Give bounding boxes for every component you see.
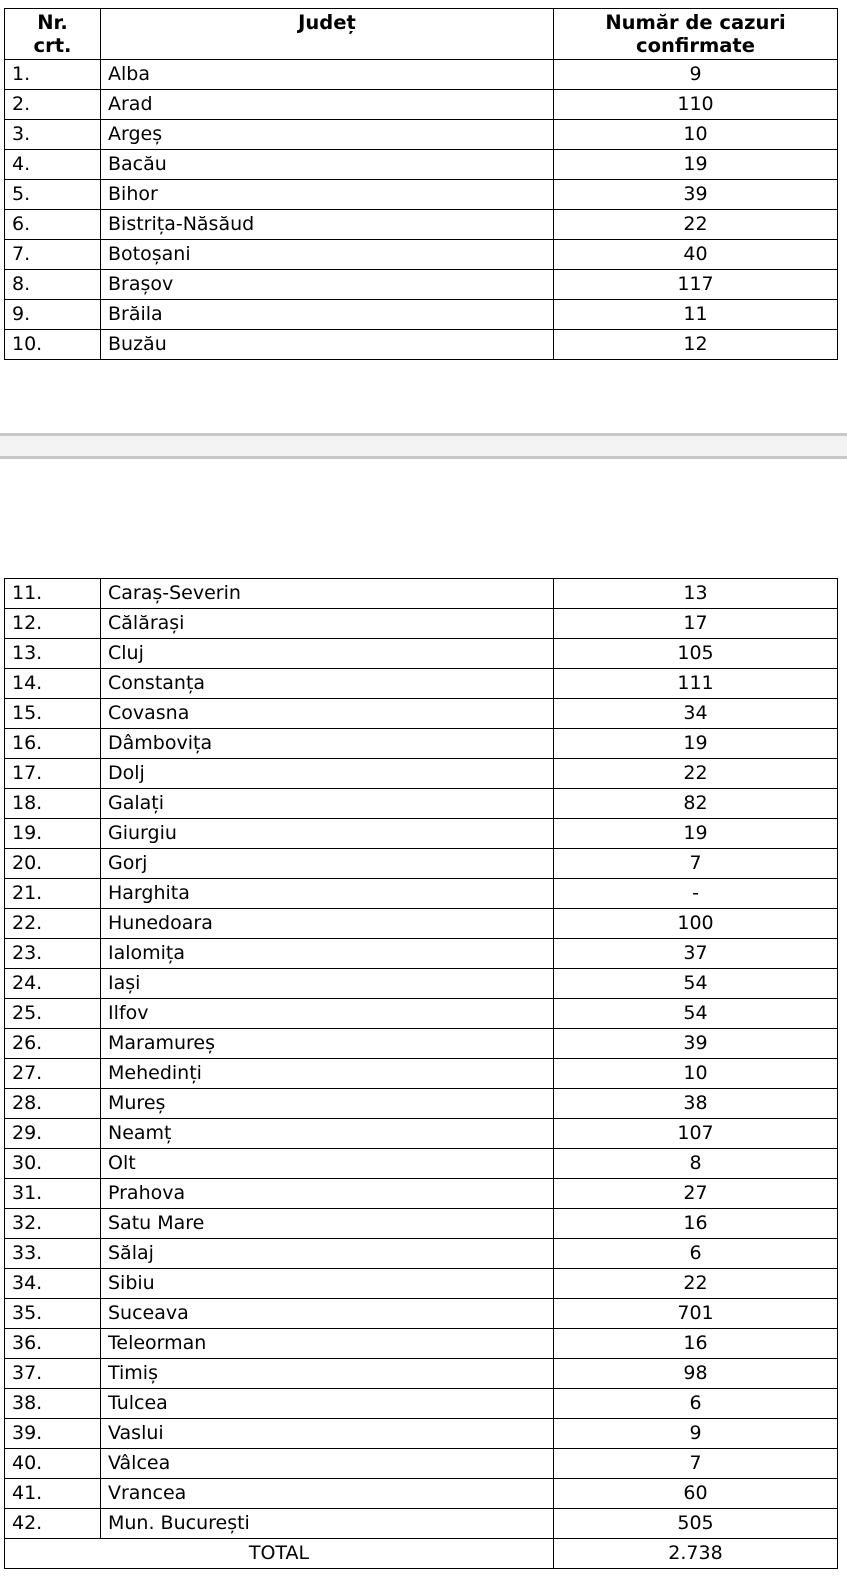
county-name: Dâmbovița — [101, 729, 554, 759]
county-name: Prahova — [101, 1179, 554, 1209]
table-row — [5, 969, 838, 999]
row-number: 30. — [5, 1149, 101, 1179]
table-row — [5, 789, 838, 819]
county-name: Suceava — [101, 1299, 554, 1329]
confirmed-cases: 10 — [554, 1059, 838, 1089]
row-number: 37. — [5, 1359, 101, 1389]
table-row — [5, 1329, 838, 1359]
confirmed-cases: 19 — [554, 150, 838, 180]
confirmed-cases: 16 — [554, 1209, 838, 1239]
row-number: 2. — [5, 90, 101, 120]
row-number: 16. — [5, 729, 101, 759]
confirmed-cases: 54 — [554, 999, 838, 1029]
header-nr-line1: Nr. — [37, 11, 68, 34]
row-number: 38. — [5, 1389, 101, 1419]
table-row — [5, 1509, 838, 1539]
county-name: Vaslui — [101, 1419, 554, 1449]
county-name: Brăila — [101, 300, 554, 330]
table-body-bottom — [5, 579, 838, 1539]
county-name: Harghita — [101, 879, 554, 909]
confirmed-cases: 100 — [554, 909, 838, 939]
row-number: 28. — [5, 1089, 101, 1119]
table-row — [5, 1269, 838, 1299]
county-name: Bistrița-Năsăud — [101, 210, 554, 240]
table-row — [5, 909, 838, 939]
county-name: Iași — [101, 969, 554, 999]
table-row — [5, 879, 838, 909]
total-row — [5, 1539, 838, 1569]
row-number: 31. — [5, 1179, 101, 1209]
county-name: Argeș — [101, 120, 554, 150]
confirmed-cases: 38 — [554, 1089, 838, 1119]
table-row — [5, 639, 838, 669]
confirmed-cases: 7 — [554, 849, 838, 879]
header-cazuri-line1: Număr de cazuri — [605, 11, 786, 34]
confirmed-cases: 39 — [554, 1029, 838, 1059]
county-name: Neamț — [101, 1119, 554, 1149]
row-number: 14. — [5, 669, 101, 699]
county-name: Hunedoara — [101, 909, 554, 939]
table-header-row — [5, 9, 838, 60]
row-number: 26. — [5, 1029, 101, 1059]
row-number: 33. — [5, 1239, 101, 1269]
confirmed-cases: 22 — [554, 210, 838, 240]
confirmed-cases: 82 — [554, 789, 838, 819]
table-row — [5, 579, 838, 609]
row-number: 10. — [5, 330, 101, 360]
confirmed-cases: 9 — [554, 60, 838, 90]
table-row — [5, 699, 838, 729]
table-row — [5, 1299, 838, 1329]
county-name: Mun. București — [101, 1509, 554, 1539]
table-row — [5, 210, 838, 240]
total-value: 2.738 — [554, 1539, 838, 1569]
confirmed-cases: 54 — [554, 969, 838, 999]
row-number: 29. — [5, 1119, 101, 1149]
table-row — [5, 999, 838, 1029]
confirmed-cases: - — [554, 879, 838, 909]
confirmed-cases: 19 — [554, 729, 838, 759]
table-row — [5, 669, 838, 699]
county-name: Mureș — [101, 1089, 554, 1119]
table-row — [5, 759, 838, 789]
header-cazuri — [554, 9, 838, 60]
confirmed-cases: 10 — [554, 120, 838, 150]
header-nr-crt — [5, 9, 101, 60]
table-row — [5, 1059, 838, 1089]
row-number: 12. — [5, 609, 101, 639]
page-break-divider — [0, 433, 847, 459]
county-name: Caraș-Severin — [101, 579, 554, 609]
confirmed-cases: 40 — [554, 240, 838, 270]
total-label: TOTAL — [5, 1539, 554, 1569]
row-number: 25. — [5, 999, 101, 1029]
county-name: Ilfov — [101, 999, 554, 1029]
row-number: 4. — [5, 150, 101, 180]
confirmed-cases: 6 — [554, 1239, 838, 1269]
county-name: Sibiu — [101, 1269, 554, 1299]
row-number: 32. — [5, 1209, 101, 1239]
county-name: Vâlcea — [101, 1449, 554, 1479]
table-row — [5, 1179, 838, 1209]
table-row — [5, 849, 838, 879]
row-number: 41. — [5, 1479, 101, 1509]
row-number: 6. — [5, 210, 101, 240]
row-number: 7. — [5, 240, 101, 270]
county-name: Cluj — [101, 639, 554, 669]
row-number: 21. — [5, 879, 101, 909]
table-row — [5, 1119, 838, 1149]
county-name: Botoșani — [101, 240, 554, 270]
table-row — [5, 1149, 838, 1179]
table-row — [5, 1389, 838, 1419]
confirmed-cases: 13 — [554, 579, 838, 609]
table-row — [5, 180, 838, 210]
county-name: Gorj — [101, 849, 554, 879]
header-cazuri-line2: confirmate — [636, 34, 755, 57]
county-name: Vrancea — [101, 1479, 554, 1509]
confirmed-cases: 701 — [554, 1299, 838, 1329]
confirmed-cases: 17 — [554, 609, 838, 639]
row-number: 27. — [5, 1059, 101, 1089]
cases-table-part-2 — [4, 578, 838, 1569]
county-name: Dolj — [101, 759, 554, 789]
row-number: 20. — [5, 849, 101, 879]
county-name: Timiș — [101, 1359, 554, 1389]
table-row — [5, 1479, 838, 1509]
row-number: 42. — [5, 1509, 101, 1539]
confirmed-cases: 107 — [554, 1119, 838, 1149]
row-number: 23. — [5, 939, 101, 969]
county-name: Tulcea — [101, 1389, 554, 1419]
table-body-top — [5, 60, 838, 360]
confirmed-cases: 19 — [554, 819, 838, 849]
row-number: 24. — [5, 969, 101, 999]
table-row — [5, 270, 838, 300]
confirmed-cases: 7 — [554, 1449, 838, 1479]
row-number: 3. — [5, 120, 101, 150]
confirmed-cases: 39 — [554, 180, 838, 210]
table-row — [5, 330, 838, 360]
county-name: Brașov — [101, 270, 554, 300]
county-name: Constanța — [101, 669, 554, 699]
row-number: 18. — [5, 789, 101, 819]
confirmed-cases: 6 — [554, 1389, 838, 1419]
confirmed-cases: 16 — [554, 1329, 838, 1359]
table-row — [5, 609, 838, 639]
cases-table-part-1 — [4, 8, 838, 360]
table-row — [5, 240, 838, 270]
county-name: Covasna — [101, 699, 554, 729]
confirmed-cases: 505 — [554, 1509, 838, 1539]
confirmed-cases: 11 — [554, 300, 838, 330]
county-name: Giurgiu — [101, 819, 554, 849]
table-row — [5, 1449, 838, 1479]
table-row — [5, 1089, 838, 1119]
table-row — [5, 1359, 838, 1389]
table-row — [5, 729, 838, 759]
confirmed-cases: 22 — [554, 759, 838, 789]
confirmed-cases: 27 — [554, 1179, 838, 1209]
county-name: Alba — [101, 60, 554, 90]
table-row — [5, 819, 838, 849]
header-nr-line2: crt. — [33, 34, 72, 57]
table-row — [5, 939, 838, 969]
county-name: Arad — [101, 90, 554, 120]
table-row — [5, 150, 838, 180]
row-number: 1. — [5, 60, 101, 90]
table-row — [5, 120, 838, 150]
row-number: 11. — [5, 579, 101, 609]
row-number: 39. — [5, 1419, 101, 1449]
confirmed-cases: 105 — [554, 639, 838, 669]
county-name: Maramureș — [101, 1029, 554, 1059]
county-name: Olt — [101, 1149, 554, 1179]
county-name: Ialomița — [101, 939, 554, 969]
table-row — [5, 300, 838, 330]
table-row — [5, 1419, 838, 1449]
confirmed-cases: 60 — [554, 1479, 838, 1509]
row-number: 19. — [5, 819, 101, 849]
table-row — [5, 1239, 838, 1269]
table-row — [5, 1209, 838, 1239]
county-name: Mehedinți — [101, 1059, 554, 1089]
county-name: Satu Mare — [101, 1209, 554, 1239]
county-name: Sălaj — [101, 1239, 554, 1269]
row-number: 35. — [5, 1299, 101, 1329]
county-name: Călărași — [101, 609, 554, 639]
confirmed-cases: 12 — [554, 330, 838, 360]
confirmed-cases: 98 — [554, 1359, 838, 1389]
county-name: Bacău — [101, 150, 554, 180]
row-number: 15. — [5, 699, 101, 729]
confirmed-cases: 8 — [554, 1149, 838, 1179]
county-name: Teleorman — [101, 1329, 554, 1359]
county-name: Buzău — [101, 330, 554, 360]
table-row — [5, 60, 838, 90]
row-number: 34. — [5, 1269, 101, 1299]
row-number: 13. — [5, 639, 101, 669]
table-row — [5, 90, 838, 120]
county-name: Bihor — [101, 180, 554, 210]
confirmed-cases: 34 — [554, 699, 838, 729]
confirmed-cases: 117 — [554, 270, 838, 300]
row-number: 40. — [5, 1449, 101, 1479]
row-number: 36. — [5, 1329, 101, 1359]
row-number: 17. — [5, 759, 101, 789]
confirmed-cases: 22 — [554, 1269, 838, 1299]
row-number: 22. — [5, 909, 101, 939]
row-number: 8. — [5, 270, 101, 300]
row-number: 9. — [5, 300, 101, 330]
county-name: Galați — [101, 789, 554, 819]
confirmed-cases: 111 — [554, 669, 838, 699]
row-number: 5. — [5, 180, 101, 210]
confirmed-cases: 9 — [554, 1419, 838, 1449]
confirmed-cases: 37 — [554, 939, 838, 969]
header-judet: Județ — [101, 9, 554, 60]
table-row — [5, 1029, 838, 1059]
confirmed-cases: 110 — [554, 90, 838, 120]
